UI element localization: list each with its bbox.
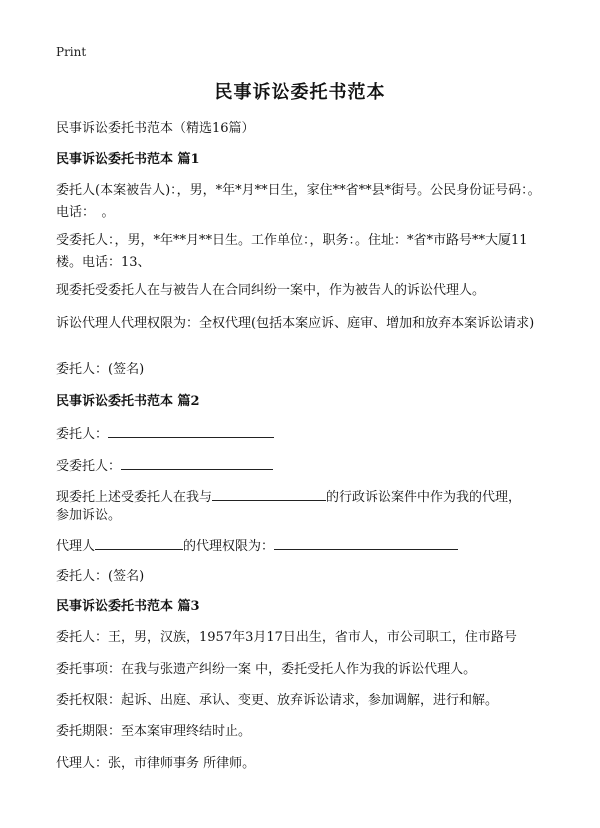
document-subtitle: 民事诉讼委托书范本（精选16篇）: [56, 121, 255, 136]
agent-blank: [121, 455, 273, 470]
agent-name-blank: [95, 535, 183, 550]
section3-authority: 委托权限：起诉、出庭、承认、变更、放弃诉讼请求，参加调解，进行和解。: [56, 693, 499, 708]
section2-authority-text-a: 代理人: [56, 539, 96, 554]
print-label: Print: [56, 45, 87, 59]
section1-paragraph-agent: 受委托人：，男，*年**月**日生。工作单位：，职务：。住址：*省*市路号**大厦11楼。电话：13、: [56, 233, 528, 270]
section2-principal-line: [56, 423, 546, 446]
section1-paragraph-commission: 现委托受委托人在与被告人在合同纠纷一案中，作为被告人的诉讼代理人。: [56, 283, 486, 298]
section2-agent-line: [56, 455, 546, 478]
authority-blank: [274, 535, 458, 550]
section2-commission-text-b: 的行政诉讼案件中作为我的代理，: [326, 490, 522, 505]
section1-signature: 委托人：(签名): [56, 362, 145, 377]
section3-matter: 委托事项：在我与张遗产纠纷一案 中，委托受托人作为我的诉讼代理人。: [56, 662, 477, 677]
section2-authority-text-b: 的代理权限为：: [183, 539, 275, 554]
section2-signature: 委托人：(签名): [56, 569, 145, 584]
section3-agent: 代理人：张，市律师事务 所律师。: [56, 756, 256, 771]
section2-authority-line: [56, 535, 546, 558]
section2-commission-text-c: 参加诉讼。: [56, 508, 122, 523]
section2-agent-label: 受委托人：: [56, 459, 122, 474]
opponent-blank: [212, 486, 326, 501]
section2-commission-text-a: 现委托上述受委托人在我与: [56, 490, 213, 505]
section3-principal: 委托人：王，男，汉族，1957年3月17日出生，省市人，市公司职工，住市路号: [56, 630, 517, 645]
section3-term: 委托期限：至本案审理终结时止。: [56, 724, 252, 739]
section-heading-1: 民事诉讼委托书范本 篇1: [56, 152, 200, 167]
section1-paragraph-authority: 诉讼代理人代理权限为：全权代理(包括本案应诉、庭审、增加和放弃本案诉讼请求): [56, 316, 535, 331]
section-heading-3: 民事诉讼委托书范本 篇3: [56, 599, 200, 614]
section2-principal-label: 委托人：: [56, 427, 109, 442]
section-heading-2: 民事诉讼委托书范本 篇2: [56, 394, 200, 409]
page-title: 民事诉讼委托书范本: [214, 82, 386, 103]
principal-blank: [108, 423, 274, 438]
section1-paragraph-principal: 委托人(本案被告人)：，男，*年*月**日生，家住**省**县*街号。公民身份证号码：。电话： 。: [56, 183, 541, 220]
